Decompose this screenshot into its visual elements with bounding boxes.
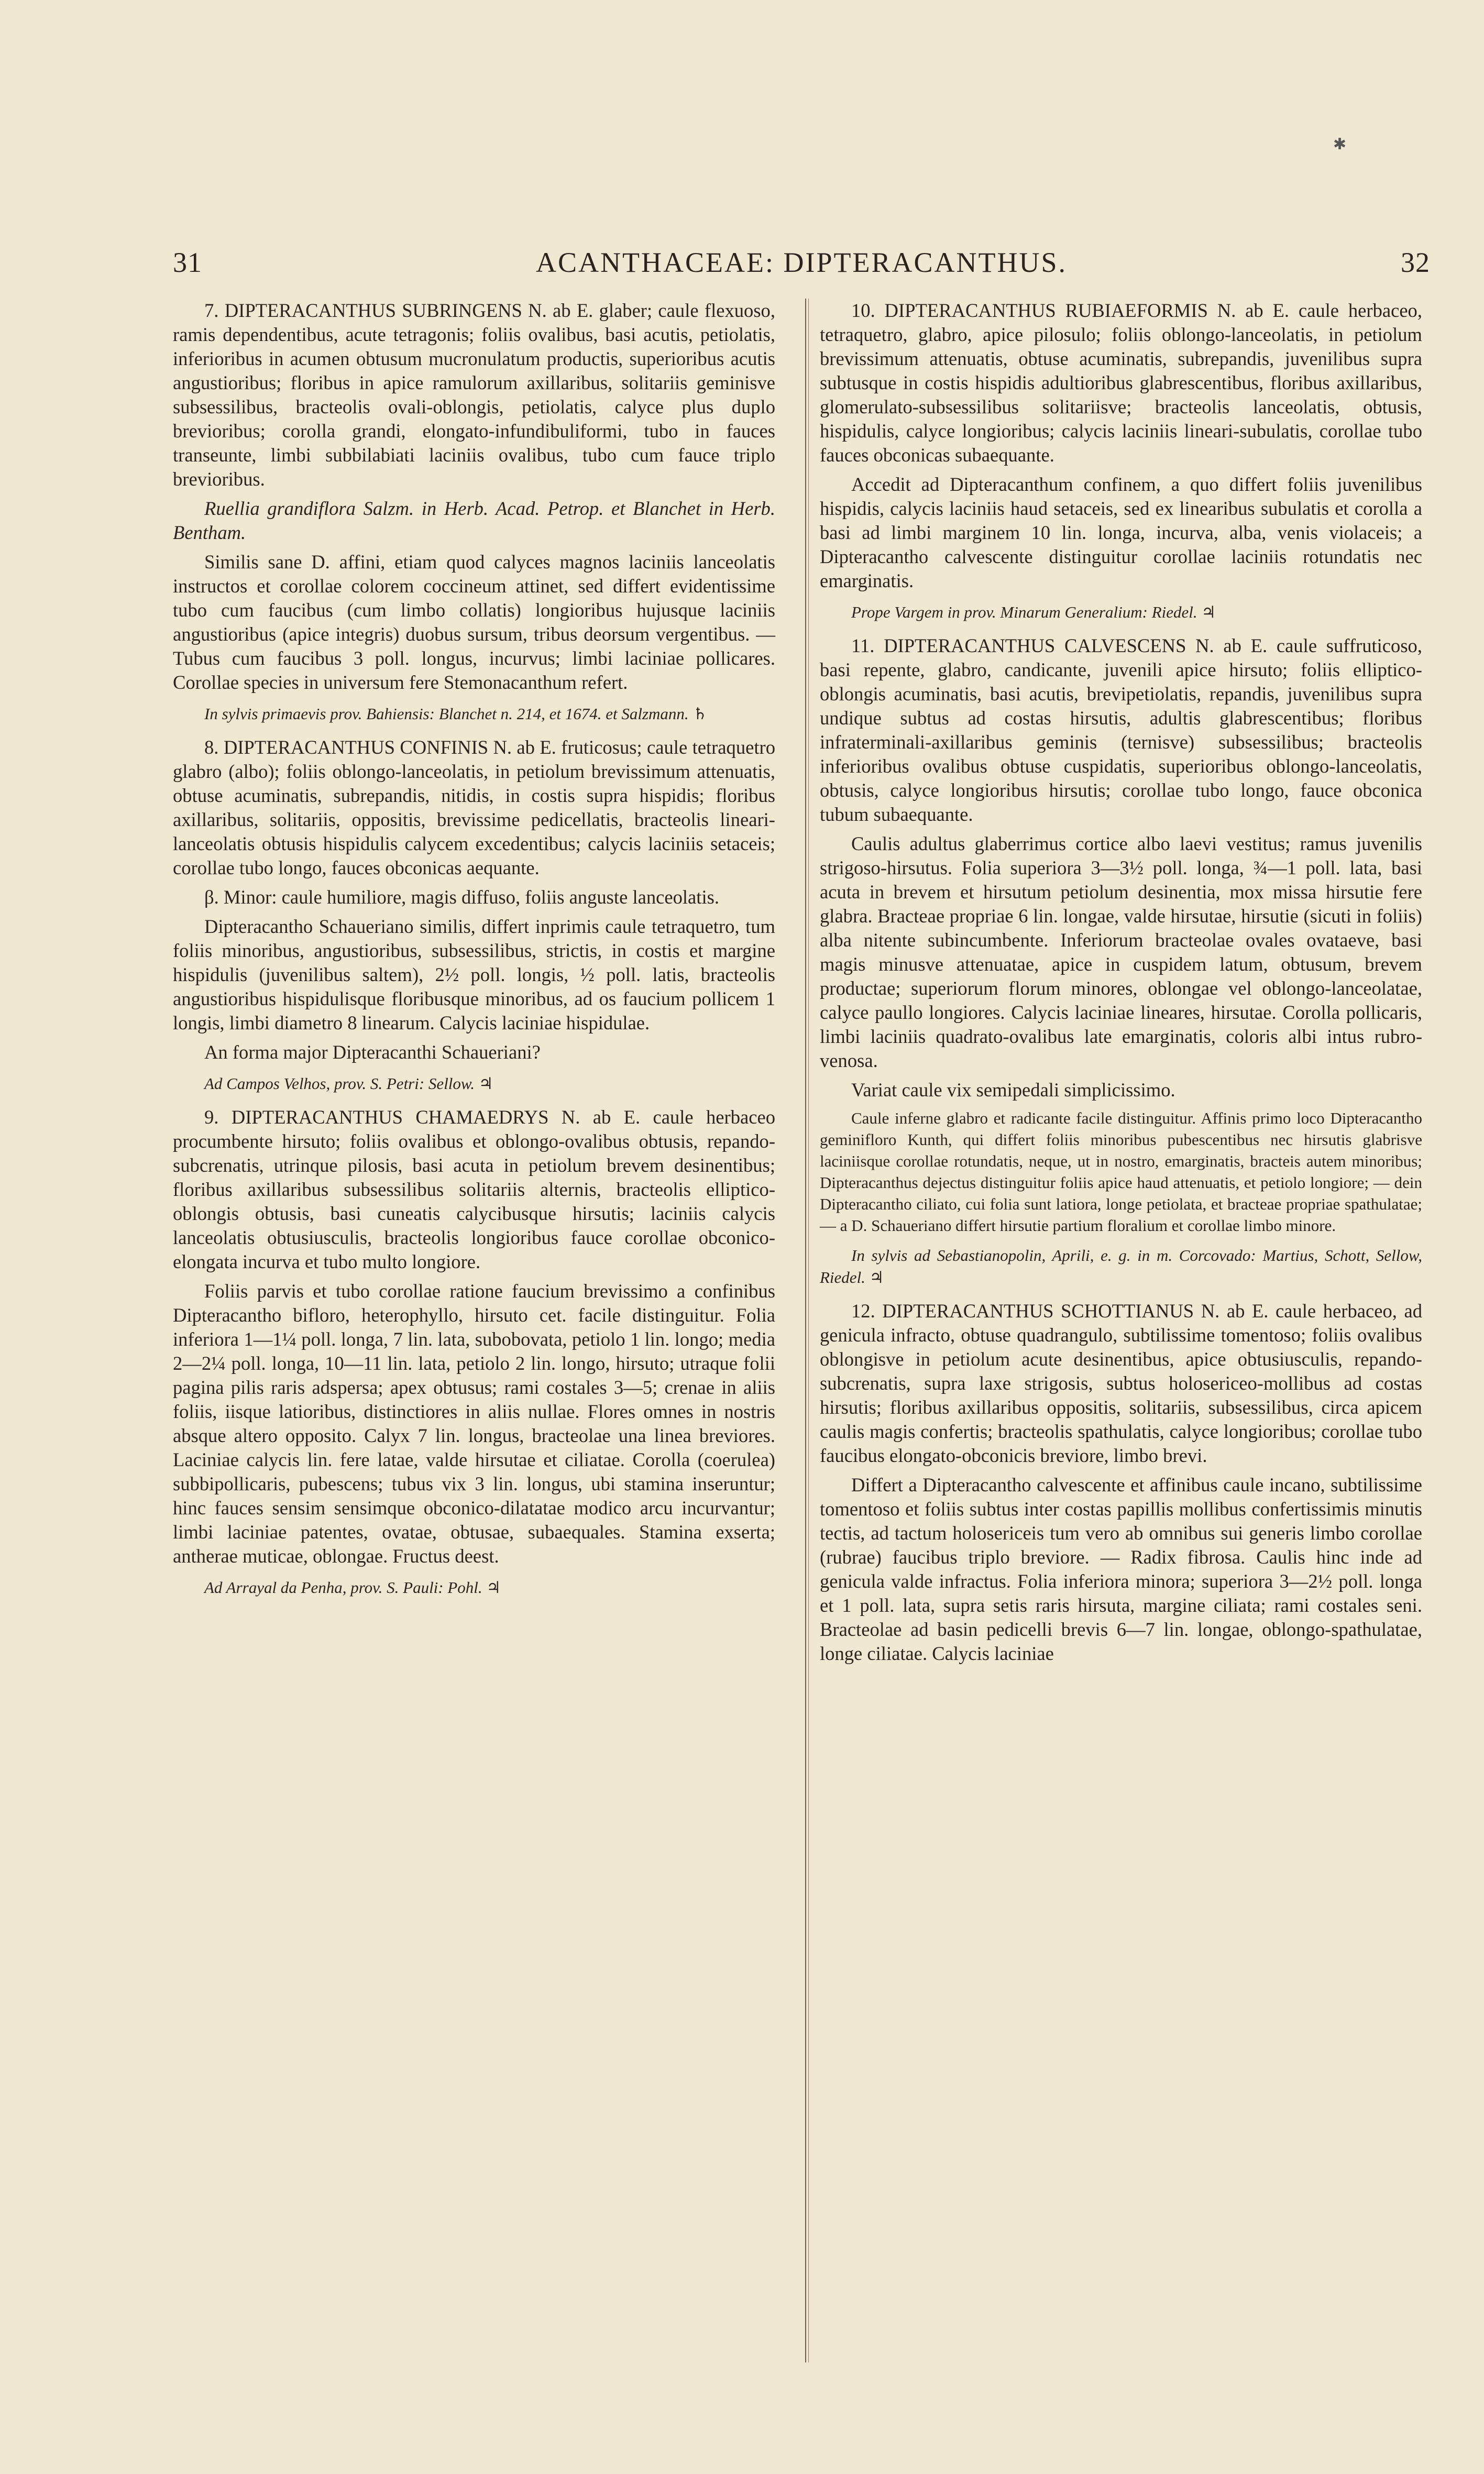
species-12-notes: Differt a Dipteracantho calvescente et affinibus caule incano, subtilissime tomentoso et foliis subtus inter costas papillis mollibus confertissimis minutis tectis, ad tactum holosericeis tum vero ab omnibus sui generis limbo corollae (rubrae) faucibus triplo breviore. — Radix fibrosa. Caulis hinc inde ad genicula valde infractus. Folia inferiora minora; superiora 3—2½ poll. longa et 1 poll. lata, supra setis raris hirsuta, margine ciliata; rami costales seni. Bracteolae ad basin pedicelli brevis 6—7 lin. longae, oblongo-spathulatae, longe ciliatae. Calycis laciniae: [820, 1474, 1422, 1664]
species-8-question: An forma major Dipteracanthi Schaueriani?: [204, 1041, 541, 1063]
species-11-notes: Caulis adultus glaberrimus cortice albo laevi vestitus; ramus juvenilis strigoso-hirsutus. Folia superiora 3—3½ poll. longa, ¾—1 poll. lata, basi acuta in brevem et hirsutum petiolum desinentia, mox missa hirsutie fere glabra. Bracteae propriae 6 lin. longae, valde hirsutae, hirsutie (sicuti in foliis) alba nitente subincumbente. Inferiorum bracteolae ovales ovataeve, basi magis minusve attenuatae, apice in cuspidem latum, obtusum, brevem productae; superiorum florum minores, oblongae vel oblongo-lanceolatae, calyce paullo longiores. Calycis laciniae lineares, hirsutae. Corolla pollicaris, limbi laciniis quadrato-ovalibus late emarginatis, coloris albi intus rubro-venosa.: [820, 833, 1422, 1071]
species-11-comparison: Caule inferne glabro et radicante facile distinguitur. Affinis primo loco Dipteracantho geminifloro Kunth, qui differt foliis minoribus pubescentibus nec hirsutis glabrisve laciniisque corollae rotundatis, neque, ut in nostro, emarginatis, bracteis autem minoribus; Dipteracanthus dejectus distinguitur foliis apice haud attenuatis, et petiolo longiore; — dein Dipteracantho ciliato, cui folia sunt latiora, longe petiolata, et bracteae propriae spathulatae; — a D. Schaueriano differt hirsutie partium floralium et corollae limbo minore.: [820, 1109, 1422, 1235]
species-8-notes: Dipteracantho Schaueriano similis, differt inprimis caule tetraquetro, tum foliis minoribus, angustioribus, subsessilibus, strictis, in costis et margine hispidulis (juvenilibus saltem), 2½ poll. longis, ½ poll. latis, bracteolis angustioribus hispidulisque floribusque minoribus, ad os faucium pollicem 1 longis, limbi diametro 8 linearum. Calycis laciniae hispidulae.: [173, 916, 775, 1033]
species-12-description: 12. DIPTERACANTHUS SCHOTTIANUS N. ab E. caule herbaceo, ad genicula infracto, obtuse quadrangulo, subtilissime tomentoso; foliis ovalibus oblongisve in petiolum acute desinentibus, apice obtusiusculis, repando-subcrenatis, supra laxe strigosis, subtus holosericeo-mollibus ad costas hirsutis; floribus axillaribus oppositis, solitariis, subsessilibus, circa apicem caulis magis confertis; bracteolis spathulatis, calyce longioribus; corollae tubo faucibus elongato-obconicis breviore, limbo brevi.: [820, 1300, 1422, 1466]
species-11-locality: In sylvis ad Sebastianopolin, Aprili, e. g. in m. Corcovado: Martius, Schott, Sellow, Riedel. ♃: [820, 1246, 1422, 1287]
page-number-left: 31: [173, 247, 202, 278]
species-10-locality: Prope Vargem in prov. Minarum Generalium: Riedel. ♃: [851, 603, 1216, 621]
ink-speck: ✱: [1333, 136, 1347, 153]
species-9-locality: Ad Arrayal da Penha, prov. S. Pauli: Pohl. ♃: [204, 1578, 501, 1597]
species-9-description: 9. DIPTERACANTHUS CHAMAEDRYS N. ab E. caule herbaceo procumbente hirsuto; foliis ovalibus et oblongo-ovalibus obtusis, repando-subcrenatis, utrinque pilosis, basi acuta in petiolum brevem desinentibus; floribus axillaribus subsessilibus solitariis alternis, bracteolis elliptico-oblongis obtusis, basi cuneatis calycibusque hirsutis; laciniis calycis lanceolatis obtusiusculis, bracteolis longioribus fauce corollae obconico-elongata incurva et tubo multo longiore.: [173, 1106, 775, 1272]
species-7-synonym: Ruellia grandiflora Salzm. in Herb. Acad. Petrop. et Blanchet in Herb. Bentham.: [173, 498, 775, 543]
species-7-locality: In sylvis primaevis prov. Bahiensis: Blanchet n. 214, et 1674. et Salzmann. ♄: [204, 705, 708, 723]
species-9-notes: Foliis parvis et tubo corollae ratione faucium brevissimo a confinibus Dipteracantho bifloro, heterophyllo, hirsuto cet. facile distinguitur. Folia inferiora 1—1¼ poll. longa, 7 lin. lata, subobovata, petiolo 1 lin. longo; media 2—2¼ poll. longa, 10—11 lin. lata, petiolo 2 lin. longo, hirsuto; utraque folii pagina pilis raris adspersa; apex obtusus; rami costales 3—5; crenae in aliis foliis, iisque latioribus, distinctiores in aliis nullae. Flores omnes in nostris absque altero opposito. Calyx 7 lin. longus, bracteolae una linea breviores. Laciniae calycis lin. fere latae, valde hirsutae et ciliatae. Corolla (coerulea) subbipollicaris, pubescens; tubus vix 3 lin. longus, ubi stamina inseruntur; hinc fauces sensim sensimque obconico-dilatatae modico arcu incurvantur; limbi laciniae patentes, ovatae, obtusae, subaequales. Stamina exserta; antherae muticae, oblongae. Fructus deest.: [173, 1280, 775, 1567]
species-7-notes: Similis sane D. affini, etiam quod calyces magnos laciniis lanceolatis instructos et corollae colorem coccineum attinet, sed differt evidentissime tubo cum faucibus (cum limbo collatis) longioribus hujusque laciniis angustioribus (apice integris) duobus sursum, tribus deorsum vergentibus. — Tubus cum faucibus 3 poll. longus, incurvus; limbi laciniae pollicares. Corollae species in universum fere Stemonacanthum refert.: [173, 551, 775, 693]
species-10-description: 10. DIPTERACANTHUS RUBIAEFORMIS N. ab E. caule herbaceo, tetraquetro, glabro, apice pilosulo; foliis oblongo-lanceolatis, in petiolum brevissimum attenuatis, obtuse acuminatis, subrepandis, juvenilibus supra subtusque in costis hispidis adultioribus glabrescentibus, floribus axillaribus, glomerulato-subsessilibus solitariisve; bracteolis lanceolatis, obtusis, hispidulis, calyce longioribus; calycis laciniis lineari-subulatis, corollae tubo fauces obconicas subaequante.: [820, 300, 1422, 466]
species-11-description: 11. DIPTERACANTHUS CALVESCENS N. ab E. caule suffruticoso, basi repente, glabro, candicante, juvenili apice hirsuto; foliis elliptico-oblongis acuminatis, basi acutis, brevipetiolatis, repandis, juvenilibus supra undique subtus ad costas hirsutis, adultis glabrescentibus; floribus infraterminali-axillaribus geminis (ternisve) subsessilibus; bracteolis inferioribus ovalibus obtuse cuspidatis, superioribus oblongo-lanceolatis, obtusis, calyce longioribus hirsutis; corollae tubo longo, fauce obconica tubum subaequante.: [820, 635, 1422, 825]
running-title: ACANTHACEAE: DIPTERACANTHUS.: [536, 247, 1067, 278]
column-divider-inner: [808, 299, 809, 2362]
species-10-notes: Accedit ad Dipteracanthum confinem, a quo differt foliis juvenilibus hispidis, calycis laciniis haud setaceis, sed ex linearibus subulatis et corolla a basi ad limbi marginem 10 lin. longa, incurva, alba, venis violaceis; a Dipteracantho calvescente distinguitur corollae laciniis rotundatis nec emarginatis.: [820, 474, 1422, 591]
left-column: [173, 299, 775, 1609]
species-8-variety: β. Minor: caule humiliore, magis diffuso, foliis anguste lanceolatis.: [204, 886, 720, 908]
species-7-description: 7. DIPTERACANTHUS SUBRINGENS N. ab E. glaber; caule flexuoso, ramis dependentibus, acute tetragonis; foliis ovalibus, basi acutis, petiolatis, inferioribus in acumen obtusum mucronulatum productis, superioribus acutis angustioribus; floribus in apice ramulorum axillaribus, solitariis geminisve subsessilibus, bracteolis ovali-oblongis, petiolatis, calyce plus duplo brevioribus; corolla grandi, elongato-infundibuliformi, tubo in fauces transeunte, limbi subbilabiati laciniis ovalibus, tubo cum fauce triplo brevioribus.: [173, 300, 775, 490]
species-8-locality: Ad Campos Velhos, prov. S. Petri: Sellow. ♃: [204, 1074, 493, 1093]
species-8-description: 8. DIPTERACANTHUS CONFINIS N. ab E. fruticosus; caule tetraquetro glabro (albo); foliis oblongo-lanceolatis, in petiolum brevissimum attenuatis, obtuse acuminatis, subrepandis, nitidis, in costis supra hispidis; floribus axillaribus, solitariis, oppositis, brevissime pedicellatis, bracteolis lineari-lanceolatis obtusis hispidulis calycem excedentibus; calycis laciniis setaceis; corollae tubo longo, fauces obconicas aequante.: [173, 736, 775, 878]
page-number-right: 32: [1401, 247, 1430, 278]
right-column: [820, 299, 1422, 1671]
species-11-variety: Variat caule vix semipedali simplicissimo.: [851, 1079, 1175, 1101]
column-divider: [805, 299, 806, 2362]
running-header: [173, 246, 1430, 283]
